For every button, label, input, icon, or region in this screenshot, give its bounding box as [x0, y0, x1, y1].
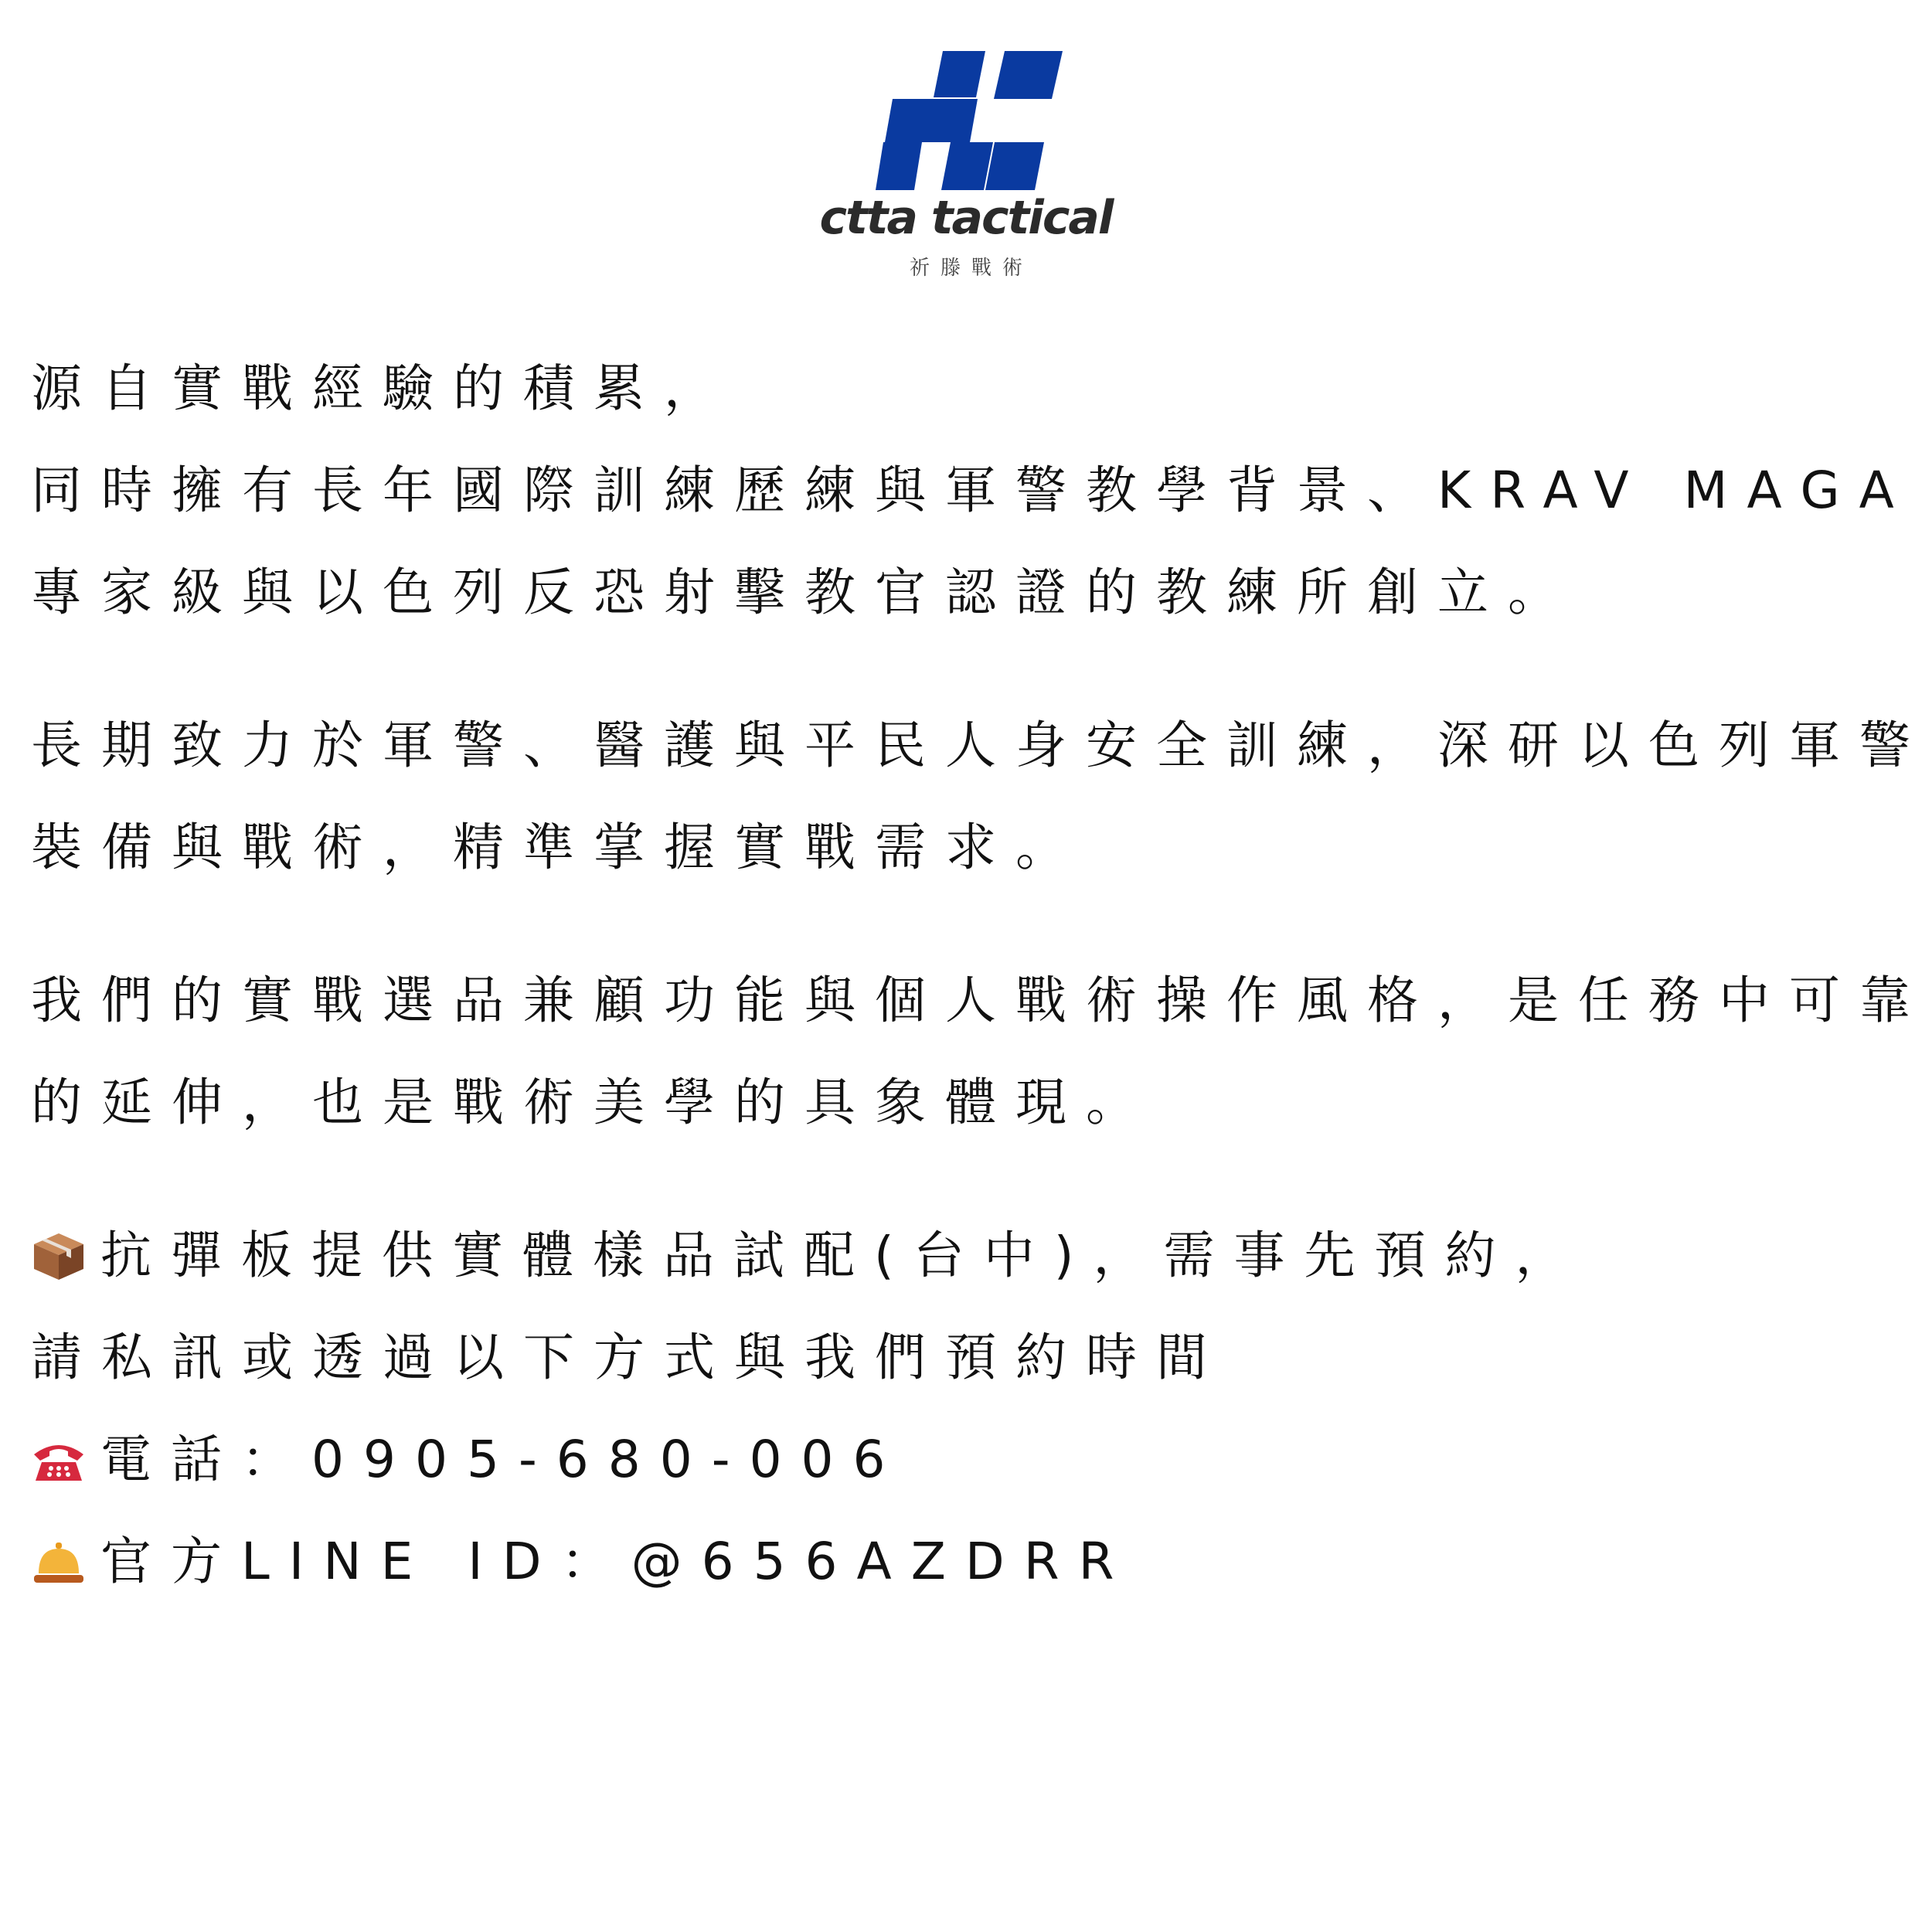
- main-content: [31, 359, 1930, 1638]
- brand-subtitle: 祈滕戰術: [909, 257, 1033, 280]
- brand-name: ctta tactical: [819, 191, 1113, 245]
- package-icon: [31, 1230, 87, 1281]
- text-line: 源自實戰經驗的積累，: [31, 359, 734, 418]
- text-line: 長期致力於軍警、醫護與平民人身安全訓練，深研以色列軍警: [31, 716, 1930, 775]
- line-id-line: [31, 1532, 1917, 1591]
- phone-number[interactable]: 電話：0905-680-006: [100, 1430, 905, 1489]
- ctta-logo-mark: [869, 51, 1063, 190]
- text-line: 同時擁有長年國際訓練歷練與軍警教學背景、KRAV MAGA: [31, 461, 1913, 520]
- paragraph-selection: [31, 971, 1930, 1132]
- text-line: 專家級與以色列反恐射擊教官認證的教練所創立。: [31, 563, 1578, 622]
- fitting-text: 抗彈板提供實體樣品試配(台中)，需事先預約，: [100, 1226, 1586, 1285]
- phone-line: [31, 1430, 1917, 1489]
- fitting-notice: [31, 1226, 1917, 1285]
- booking-text: 請私訊或透過以下方式與我們預約時間: [31, 1328, 1226, 1387]
- paragraph-origin: [31, 359, 1917, 622]
- text-line: 裝備與戰術，精準掌握實戰需求。: [31, 818, 1086, 877]
- contact-section: [31, 1226, 1917, 1591]
- telephone-icon: [31, 1434, 87, 1485]
- paragraph-training: [31, 716, 1930, 877]
- line-id[interactable]: 官方LINE ID：@656AZDRR: [100, 1532, 1134, 1591]
- text-line: 我們的實戰選品兼顧功能與個人戰術操作風格，是任務中可靠: [31, 971, 1930, 1030]
- brand-logo: [819, 51, 1113, 281]
- bellhop-bell-icon: [31, 1536, 87, 1587]
- text-line: 的延伸，也是戰術美學的具象體現。: [31, 1073, 1156, 1132]
